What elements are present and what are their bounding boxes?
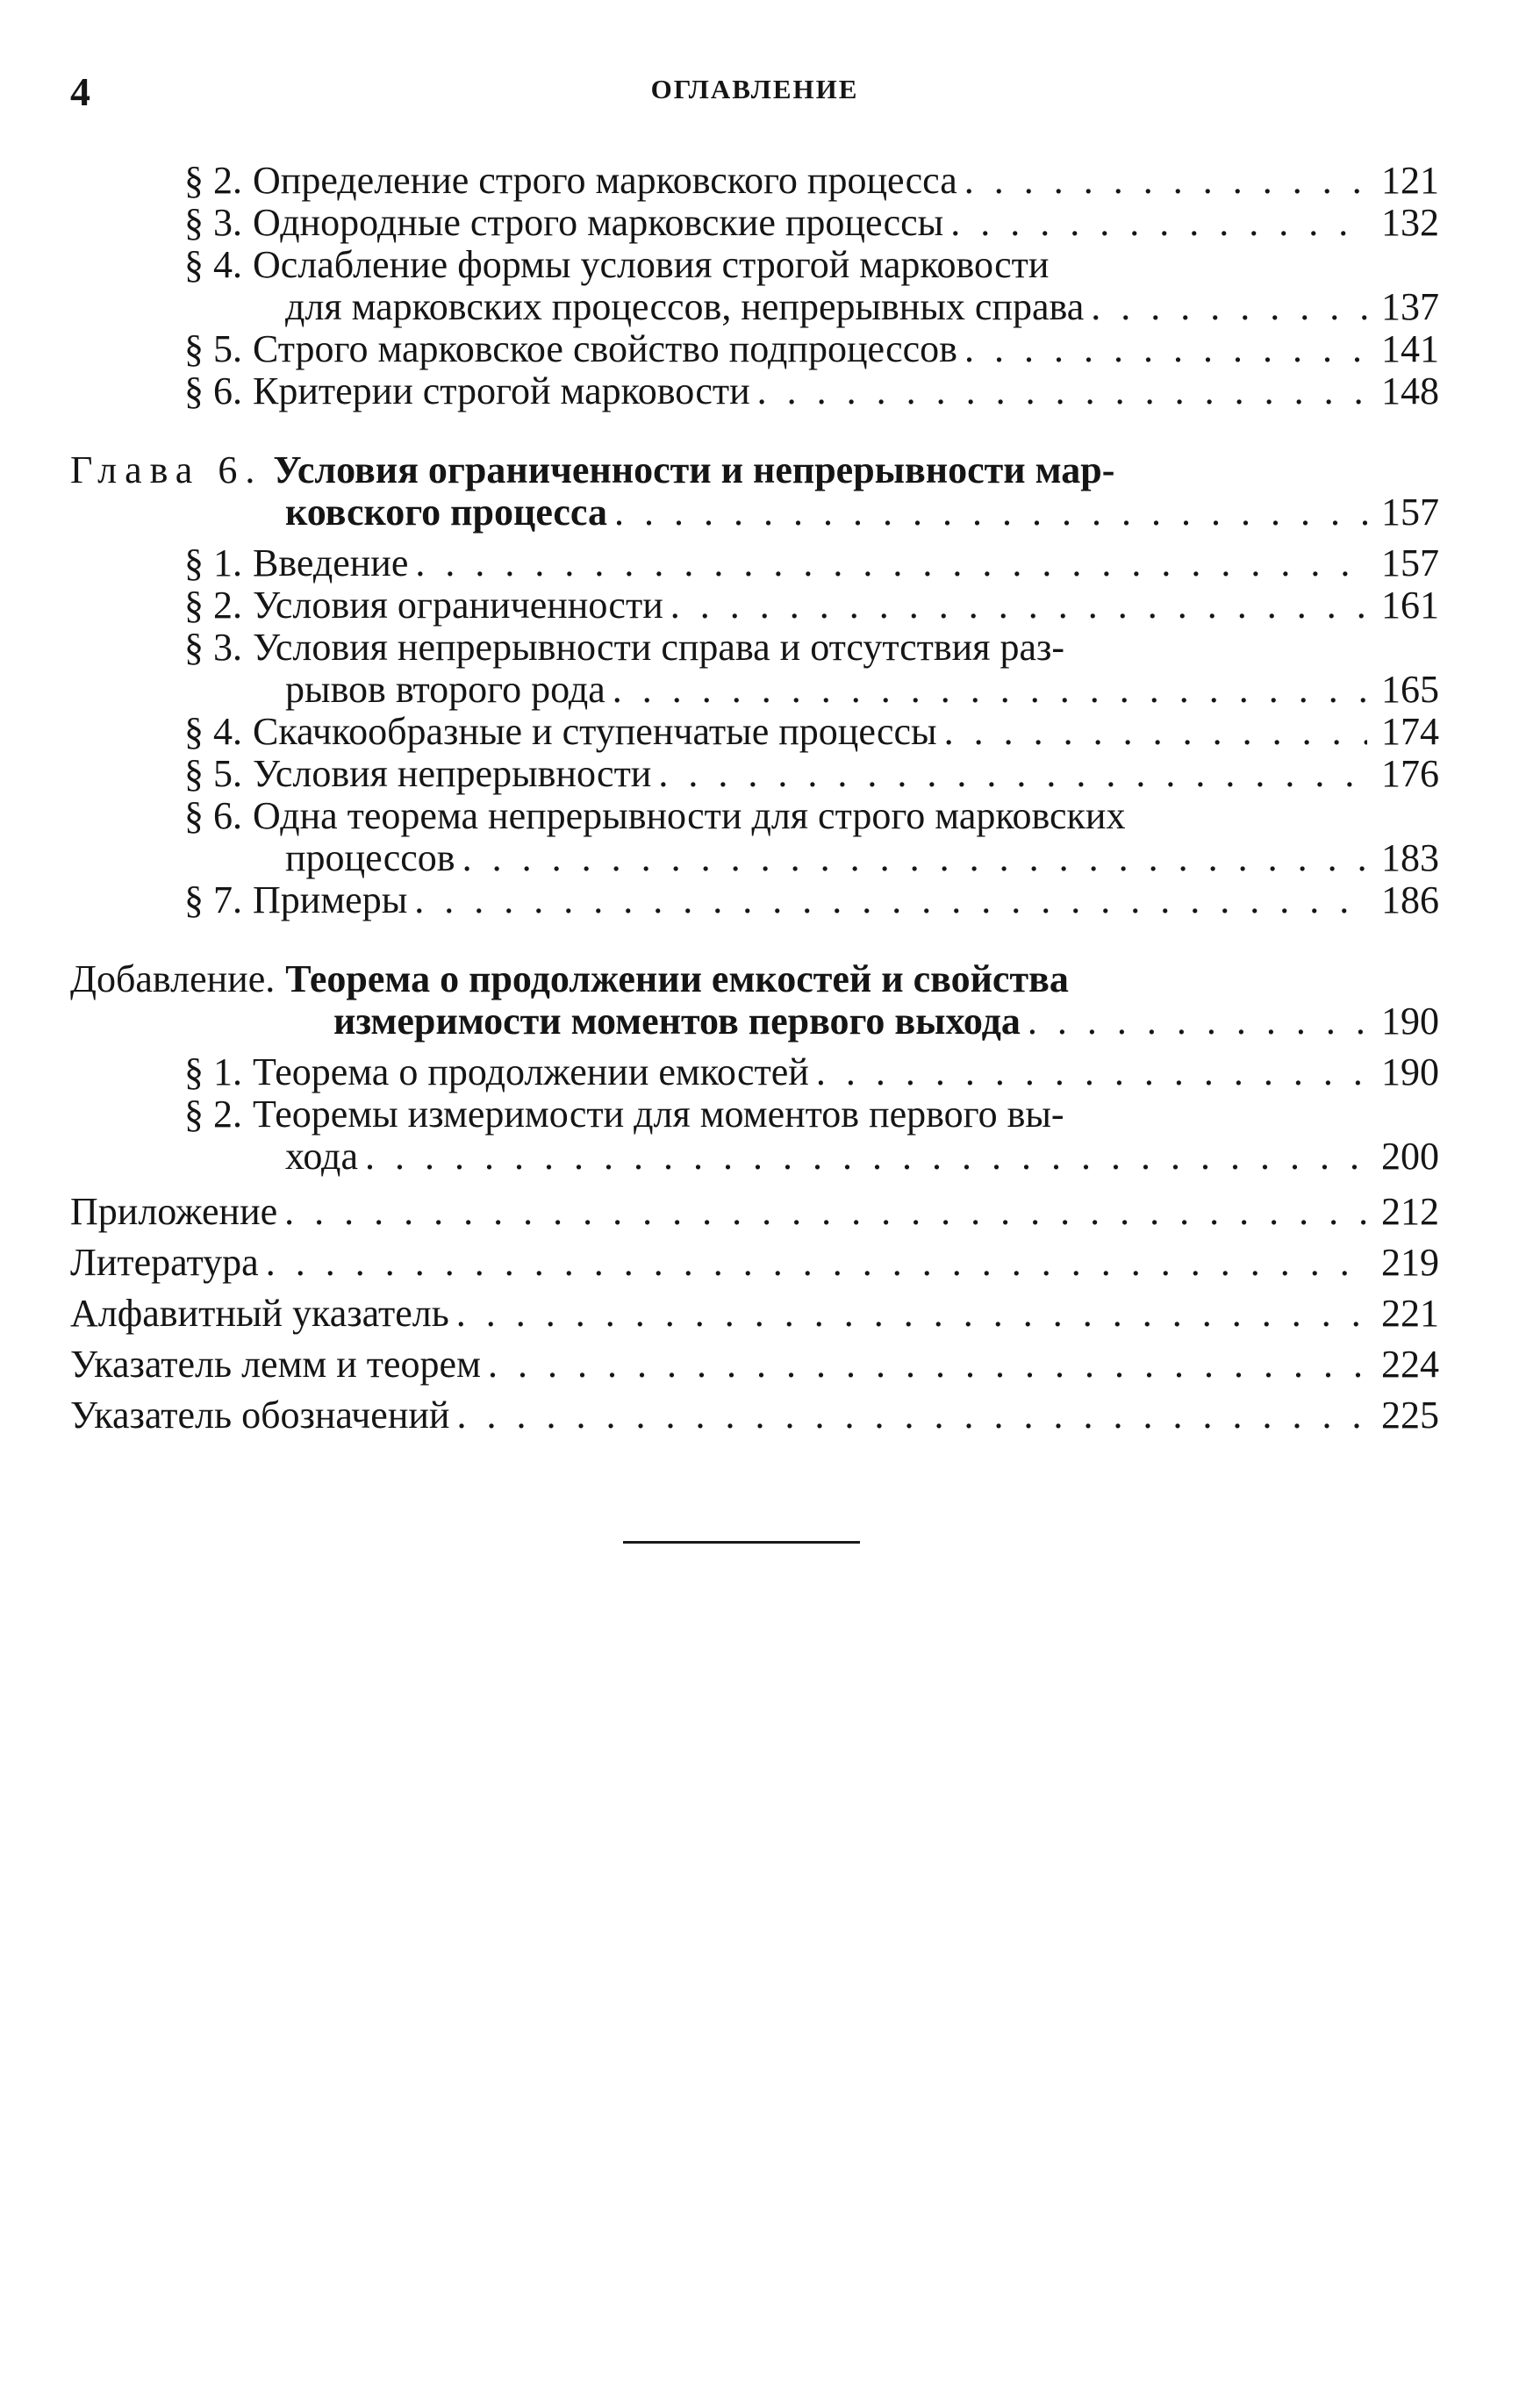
dot-leader: [943, 202, 1367, 244]
toc-entry-back-matter[interactable]: [70, 1390, 1439, 1441]
section-number: § 1.: [184, 1051, 242, 1093]
back-matter-title: Литература: [70, 1241, 259, 1284]
page-ref: 225: [1381, 1394, 1439, 1437]
back-matter-title: Указатель лемм и теорем: [70, 1343, 481, 1386]
back-matter-title: Алфавитный указатель: [70, 1292, 449, 1335]
toc-entry[interactable]: [70, 542, 1439, 584]
section-title-continued: хода: [285, 1136, 358, 1178]
appendix-title-continued: измеримости моментов первого выхода: [333, 1000, 1021, 1043]
section-number: § 4.: [184, 711, 242, 753]
section-number: § 2.: [184, 1093, 242, 1136]
toc-entry-line2[interactable]: [70, 837, 1439, 879]
section-title-continued: для марковских процессов, непрерывных справа: [285, 286, 1085, 328]
section-title: Ослабление формы условия строгой марковости: [253, 244, 1050, 286]
toc-entry-line1[interactable]: [70, 1093, 1439, 1136]
section-title: Одна теорема непрерывности для строго марковских: [253, 795, 1126, 837]
appendix-label: Добавление.: [70, 958, 276, 1000]
end-rule: [623, 1541, 860, 1544]
section-number: § 6.: [184, 370, 242, 412]
section-title: Критерии строгой марковости: [253, 370, 750, 412]
dot-leader: [663, 584, 1367, 627]
toc-entry[interactable]: [70, 753, 1439, 795]
section-number: § 5.: [184, 328, 242, 370]
toc-entry-line1[interactable]: [70, 627, 1439, 669]
toc-entry-back-matter[interactable]: [70, 1288, 1439, 1339]
dot-leader: [358, 1136, 1367, 1178]
toc-entry-back-matter[interactable]: [70, 1186, 1439, 1237]
page-ref: 190: [1381, 1051, 1439, 1093]
toc-entry-back-matter[interactable]: [70, 1339, 1439, 1390]
chapter-heading-line1[interactable]: [70, 449, 1439, 491]
section-number: § 2.: [184, 584, 242, 627]
section-title: Условия ограниченности: [253, 584, 663, 627]
back-matter-title: Указатель обозначений: [70, 1394, 450, 1437]
page-ref: 121: [1381, 160, 1439, 202]
dot-leader: [957, 328, 1367, 370]
dot-leader: [651, 753, 1367, 795]
section-title: Строго марковское свойство подпроцессов: [253, 328, 957, 370]
section-title-continued: процессов: [285, 837, 455, 879]
page-ref: 176: [1381, 753, 1439, 795]
table-of-contents: [70, 160, 1439, 1441]
dot-leader: [407, 879, 1367, 921]
page-ref: 132: [1381, 202, 1439, 244]
page-ref: 157: [1381, 491, 1439, 534]
page-ref: 212: [1381, 1190, 1439, 1233]
dot-leader: [455, 837, 1367, 879]
section-title: Теорема о продолжении емкостей: [253, 1051, 809, 1093]
section-number: § 1.: [184, 542, 242, 584]
section-title: Теоремы измеримости для моментов первого вы-: [253, 1093, 1064, 1136]
dot-leader: [277, 1186, 1367, 1237]
section-title: Введение: [253, 542, 409, 584]
dot-leader: [809, 1051, 1367, 1093]
section-number: § 2.: [184, 160, 242, 202]
page-ref: 157: [1381, 542, 1439, 584]
page-header: [70, 68, 1439, 112]
toc-entry-line2[interactable]: [70, 286, 1439, 328]
section-number: § 6.: [184, 795, 242, 837]
appendix-title: Теорема о продолжении емкостей и свойства: [285, 958, 1069, 1000]
page-number: 4: [70, 69, 90, 114]
chapter-heading-line2[interactable]: [70, 491, 1439, 534]
toc-entry-line1[interactable]: [70, 795, 1439, 837]
toc-entry[interactable]: [70, 370, 1439, 412]
chapter-title: Условия ограниченности и непрерывности мар-: [273, 449, 1115, 491]
page-ref: 200: [1381, 1136, 1439, 1178]
toc-entry[interactable]: [70, 328, 1439, 370]
running-title: ОГЛАВЛЕНИЕ: [650, 74, 859, 104]
toc-entry[interactable]: [70, 711, 1439, 753]
section-number: § 5.: [184, 753, 242, 795]
section-title: Определение строго марковского процесса: [253, 160, 957, 202]
page-ref: 174: [1381, 711, 1439, 753]
chapter-label: Глава 6.: [70, 449, 263, 491]
page-ref: 141: [1381, 328, 1439, 370]
dot-leader: [408, 542, 1367, 584]
page-ref: 183: [1381, 837, 1439, 879]
section-title: Примеры: [253, 879, 408, 921]
section-title: Однородные строго марковские процессы: [253, 202, 944, 244]
page-ref: 161: [1381, 584, 1439, 627]
section-number: § 7.: [184, 879, 242, 921]
section-title: Условия непрерывности справа и отсутствия раз-: [253, 627, 1065, 669]
appendix-heading-line2[interactable]: [70, 1000, 1439, 1043]
section-title: Условия непрерывности: [253, 753, 652, 795]
toc-entry[interactable]: [70, 160, 1439, 202]
toc-entry-line2[interactable]: [70, 669, 1439, 711]
dot-leader: [449, 1288, 1367, 1339]
dot-leader: [481, 1339, 1367, 1390]
toc-entry-line2[interactable]: [70, 1136, 1439, 1178]
page-ref: 219: [1381, 1241, 1439, 1284]
toc-entry[interactable]: [70, 1051, 1439, 1093]
page-ref: 137: [1381, 286, 1439, 328]
dot-leader: [937, 711, 1367, 753]
section-number: § 3.: [184, 202, 242, 244]
dot-leader: [1021, 1000, 1367, 1043]
page-ref: 148: [1381, 370, 1439, 412]
dot-leader: [607, 491, 1367, 534]
dot-leader: [1084, 286, 1367, 328]
toc-entry-line1[interactable]: [70, 244, 1439, 286]
toc-entry-back-matter[interactable]: [70, 1237, 1439, 1288]
page-ref: 224: [1381, 1343, 1439, 1386]
page-ref: 165: [1381, 669, 1439, 711]
toc-entry[interactable]: [70, 202, 1439, 244]
dot-leader: [449, 1390, 1367, 1441]
toc-entry[interactable]: [70, 584, 1439, 627]
section-number: § 4.: [184, 244, 242, 286]
section-title: Скачкообразные и ступенчатые процессы: [253, 711, 937, 753]
page-ref: 190: [1381, 1000, 1439, 1043]
appendix-heading-line1[interactable]: [70, 958, 1439, 1000]
toc-entry[interactable]: [70, 879, 1439, 921]
section-title-continued: рывов второго рода: [285, 669, 605, 711]
back-matter-title: Приложение: [70, 1190, 278, 1233]
dot-leader: [957, 160, 1367, 202]
chapter-title-continued: ковского процесса: [285, 491, 607, 534]
dot-leader: [259, 1237, 1367, 1288]
section-number: § 3.: [184, 627, 242, 669]
dot-leader: [605, 669, 1367, 711]
page-ref: 186: [1381, 879, 1439, 921]
dot-leader: [750, 370, 1367, 412]
page-ref: 221: [1381, 1292, 1439, 1335]
